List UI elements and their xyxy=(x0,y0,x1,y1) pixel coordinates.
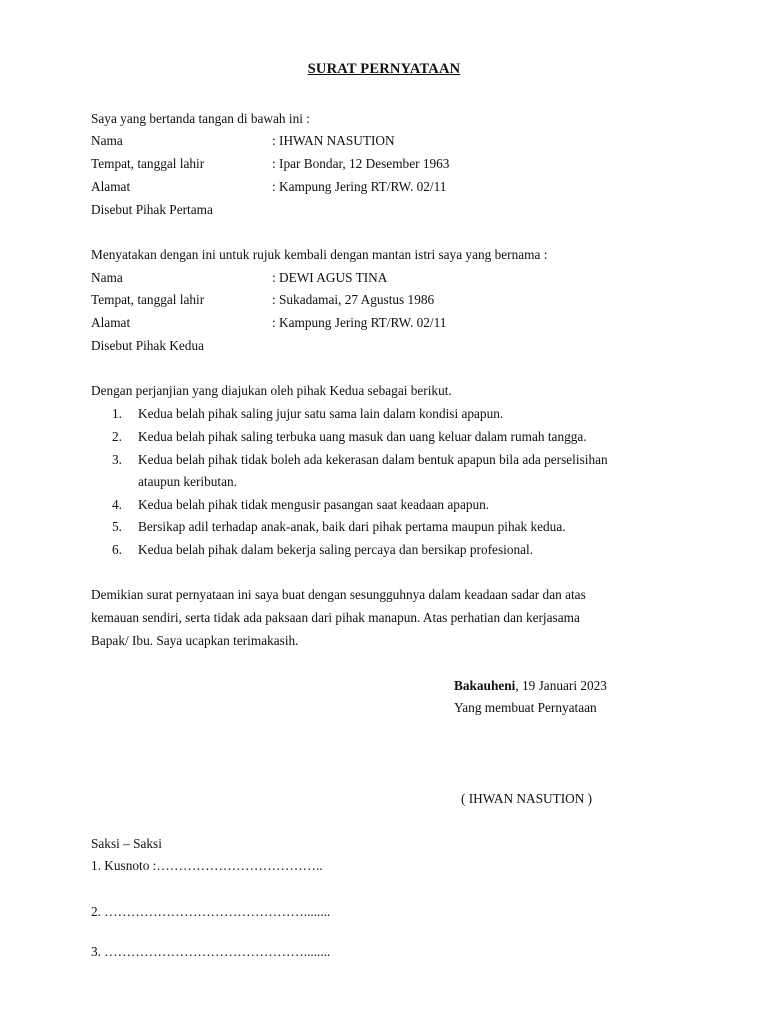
signature-role: Yang membuat Pernyataan xyxy=(454,700,597,715)
witness-line: 3. ………………………………………........ xyxy=(91,944,331,959)
address-value: : Kampung Jering RT/RW. 02/11 xyxy=(272,179,447,194)
list-item: Kedua belah pihak saling jujur satu sama lain dalam kondisi apapun. xyxy=(138,406,504,421)
list-item: Bersikap adil terhadap anak-anak, baik dari pihak pertama maupun pihak kedua. xyxy=(138,519,566,534)
signature-date-line xyxy=(454,678,607,694)
signer-name: ( IHWAN NASUTION ) xyxy=(461,791,593,806)
list-item-number: 6. xyxy=(112,542,122,557)
closing-line: Demikian surat pernyataan ini saya buat dengan sesungguhnya dalam keadaan sadar dan atas xyxy=(91,587,586,602)
name-label: Nama xyxy=(91,133,123,148)
list-item: Kedua belah pihak saling terbuka uang masuk dan uang keluar dalam rumah tangga. xyxy=(138,429,587,444)
first-party-address-row xyxy=(91,179,446,195)
first-party-name-row xyxy=(91,133,395,149)
list-item: Kedua belah pihak tidak boleh ada kekerasan dalam bentuk apapun bila ada perselisihan xyxy=(138,452,608,467)
birth-value: : Ipar Bondar, 12 Desember 1963 xyxy=(272,156,450,171)
name-value: : DEWI AGUS TINA xyxy=(272,270,388,285)
name-label: Nama xyxy=(91,270,123,285)
second-party-birth-row xyxy=(91,292,434,308)
second-party-name-row xyxy=(91,270,387,286)
list-item-continuation: ataupun keributan. xyxy=(138,474,237,489)
second-party-address-row xyxy=(91,315,446,331)
witness-heading: Saksi – Saksi xyxy=(91,836,162,851)
witness-line: 2. ………………………………………........ xyxy=(91,904,331,919)
list-item: Kedua belah pihak tidak mengusir pasangan saat keadaan apapun. xyxy=(138,497,490,512)
signature-place: Bakauheni xyxy=(454,678,516,693)
birth-label: Tempat, tanggal lahir xyxy=(91,156,205,171)
list-item-number: 3. xyxy=(112,452,122,467)
birth-value: : Sukadamai, 27 Agustus 1986 xyxy=(272,292,435,307)
statement-text: Menyatakan dengan ini untuk rujuk kembali dengan mantan istri saya yang bernama : xyxy=(91,247,548,262)
birth-label: Tempat, tanggal lahir xyxy=(91,292,205,307)
list-item-number: 1. xyxy=(112,406,122,421)
address-value: : Kampung Jering RT/RW. 02/11 xyxy=(272,315,447,330)
list-item-number: 4. xyxy=(112,497,122,512)
list-item-number: 2. xyxy=(112,429,122,444)
address-label: Alamat xyxy=(91,179,131,194)
witness-line: 1. Kusnoto :……………………………….. xyxy=(91,858,323,873)
list-item: Kedua belah pihak dalam bekerja saling percaya dan bersikap profesional. xyxy=(138,542,534,557)
first-party-designation: Disebut Pihak Pertama xyxy=(91,202,213,217)
signature-date: , 19 Januari 2023 xyxy=(515,678,607,693)
document-title: SURAT PERNYATAAN xyxy=(307,61,461,77)
name-value: : IHWAN NASUTION xyxy=(272,133,395,148)
address-label: Alamat xyxy=(91,315,131,330)
first-party-birth-row xyxy=(91,156,449,172)
closing-line: kemauan sendiri, serta tidak ada paksaan dari pihak manapun. Atas perhatian dan kerjasama xyxy=(91,610,580,625)
intro-text: Saya yang bertanda tangan di bawah ini : xyxy=(91,111,310,126)
agreement-intro: Dengan perjanjian yang diajukan oleh pihak Kedua sebagai berikut. xyxy=(91,383,452,398)
closing-line: Bapak/ Ibu. Saya ucapkan terimakasih. xyxy=(91,633,299,648)
second-party-designation: Disebut Pihak Kedua xyxy=(91,338,205,353)
list-item-number: 5. xyxy=(112,519,122,534)
